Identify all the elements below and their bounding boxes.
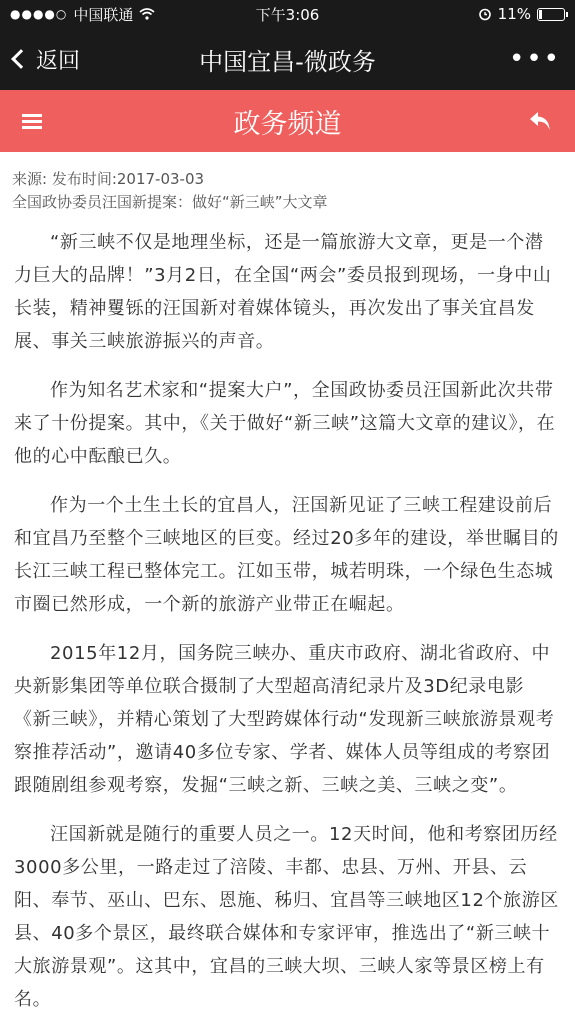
article-body: [0, 214, 575, 1016]
source-line: 来源: 发布时间:2017-03-03: [12, 170, 205, 188]
back-label: 返回: [36, 48, 81, 74]
alarm-icon: [478, 7, 492, 21]
signal-icon: ●●●●○: [10, 7, 68, 21]
article-meta: [0, 152, 575, 214]
article-headline: 全国政协委员汪国新提案：做好“新三峡”大文章: [12, 193, 328, 211]
status-right: [478, 5, 565, 23]
reply-icon[interactable]: [527, 108, 553, 134]
back-button[interactable]: [14, 44, 80, 75]
nav-bar: [0, 28, 575, 90]
wifi-icon: [139, 8, 155, 20]
article-paragraph: 作为一个土生土长的宜昌人，汪国新见证了三峡工程建设前后和宜昌乃至整个三峡地区的巨变。经过20多年的建设，举世瞩目的长江三峡工程已整体完工。江如玉带，城若明珠，一个绿色生态城市圈已然形成，一个新的旅游产业带正在崛起。: [14, 495, 559, 615]
channel-title: 政务频道: [233, 108, 342, 140]
channel-bar: [0, 90, 575, 152]
chevron-left-icon: [11, 49, 31, 69]
article-paragraph: “新三峡不仅是地理坐标，还是一篇旅游大文章，更是一个潜力巨大的品牌！”3月2日，在全国“两会”委员报到现场，一身中山长装，精神矍铄的汪国新对着媒体镜头，再次发出了事关宜昌发展、事关三峡旅游振兴的声音。: [14, 232, 552, 352]
page-title: 中国宜昌-微政务: [199, 47, 376, 76]
article-paragraph: 汪国新就是随行的重要人员之一。12天时间，他和考察团历经3000多公里，一路走过了涪陵、丰都、忠县、万州、开县、云阳、奉节、巫山、巴东、恩施、秭归、宜昌等三峡地区12个旅游区县、40多个景区，最终联合媒体和专家评审，推选出了“新三峡十大旅游景观”。这其中，宜昌的三峡大坝、三峡人家等景区榜上有名。: [14, 824, 559, 1010]
status-bar: [0, 0, 575, 28]
carrier-name: 中国联通: [73, 5, 134, 24]
status-time: 下午3:06: [255, 5, 320, 24]
article-paragraph: 2015年12月，国务院三峡办、重庆市政府、湖北省政府、中央新影集团等单位联合摄制了大型超高清纪录片及3D纪录电影《新三峡》，并精心策划了大型跨媒体行动“发现新三峡旅游景观考察推荐活动”，邀请40多位专家、学者、媒体人员等组成的考察团跟随剧组参观考察，发掘“三峡之新、三峡之美、三峡之变”。: [14, 643, 555, 796]
battery-percent: 11%: [497, 5, 531, 23]
battery-icon: [537, 8, 565, 21]
article-paragraph: 作为知名艺术家和“提案大户”，全国政协委员汪国新此次共带来了十份提案。其中，《关于做好“新三峡”这篇大文章的建议》，在他的心中酝酿已久。: [14, 380, 556, 467]
status-left: [10, 4, 155, 25]
more-button[interactable]: •••: [508, 44, 561, 74]
menu-icon[interactable]: [22, 111, 42, 132]
